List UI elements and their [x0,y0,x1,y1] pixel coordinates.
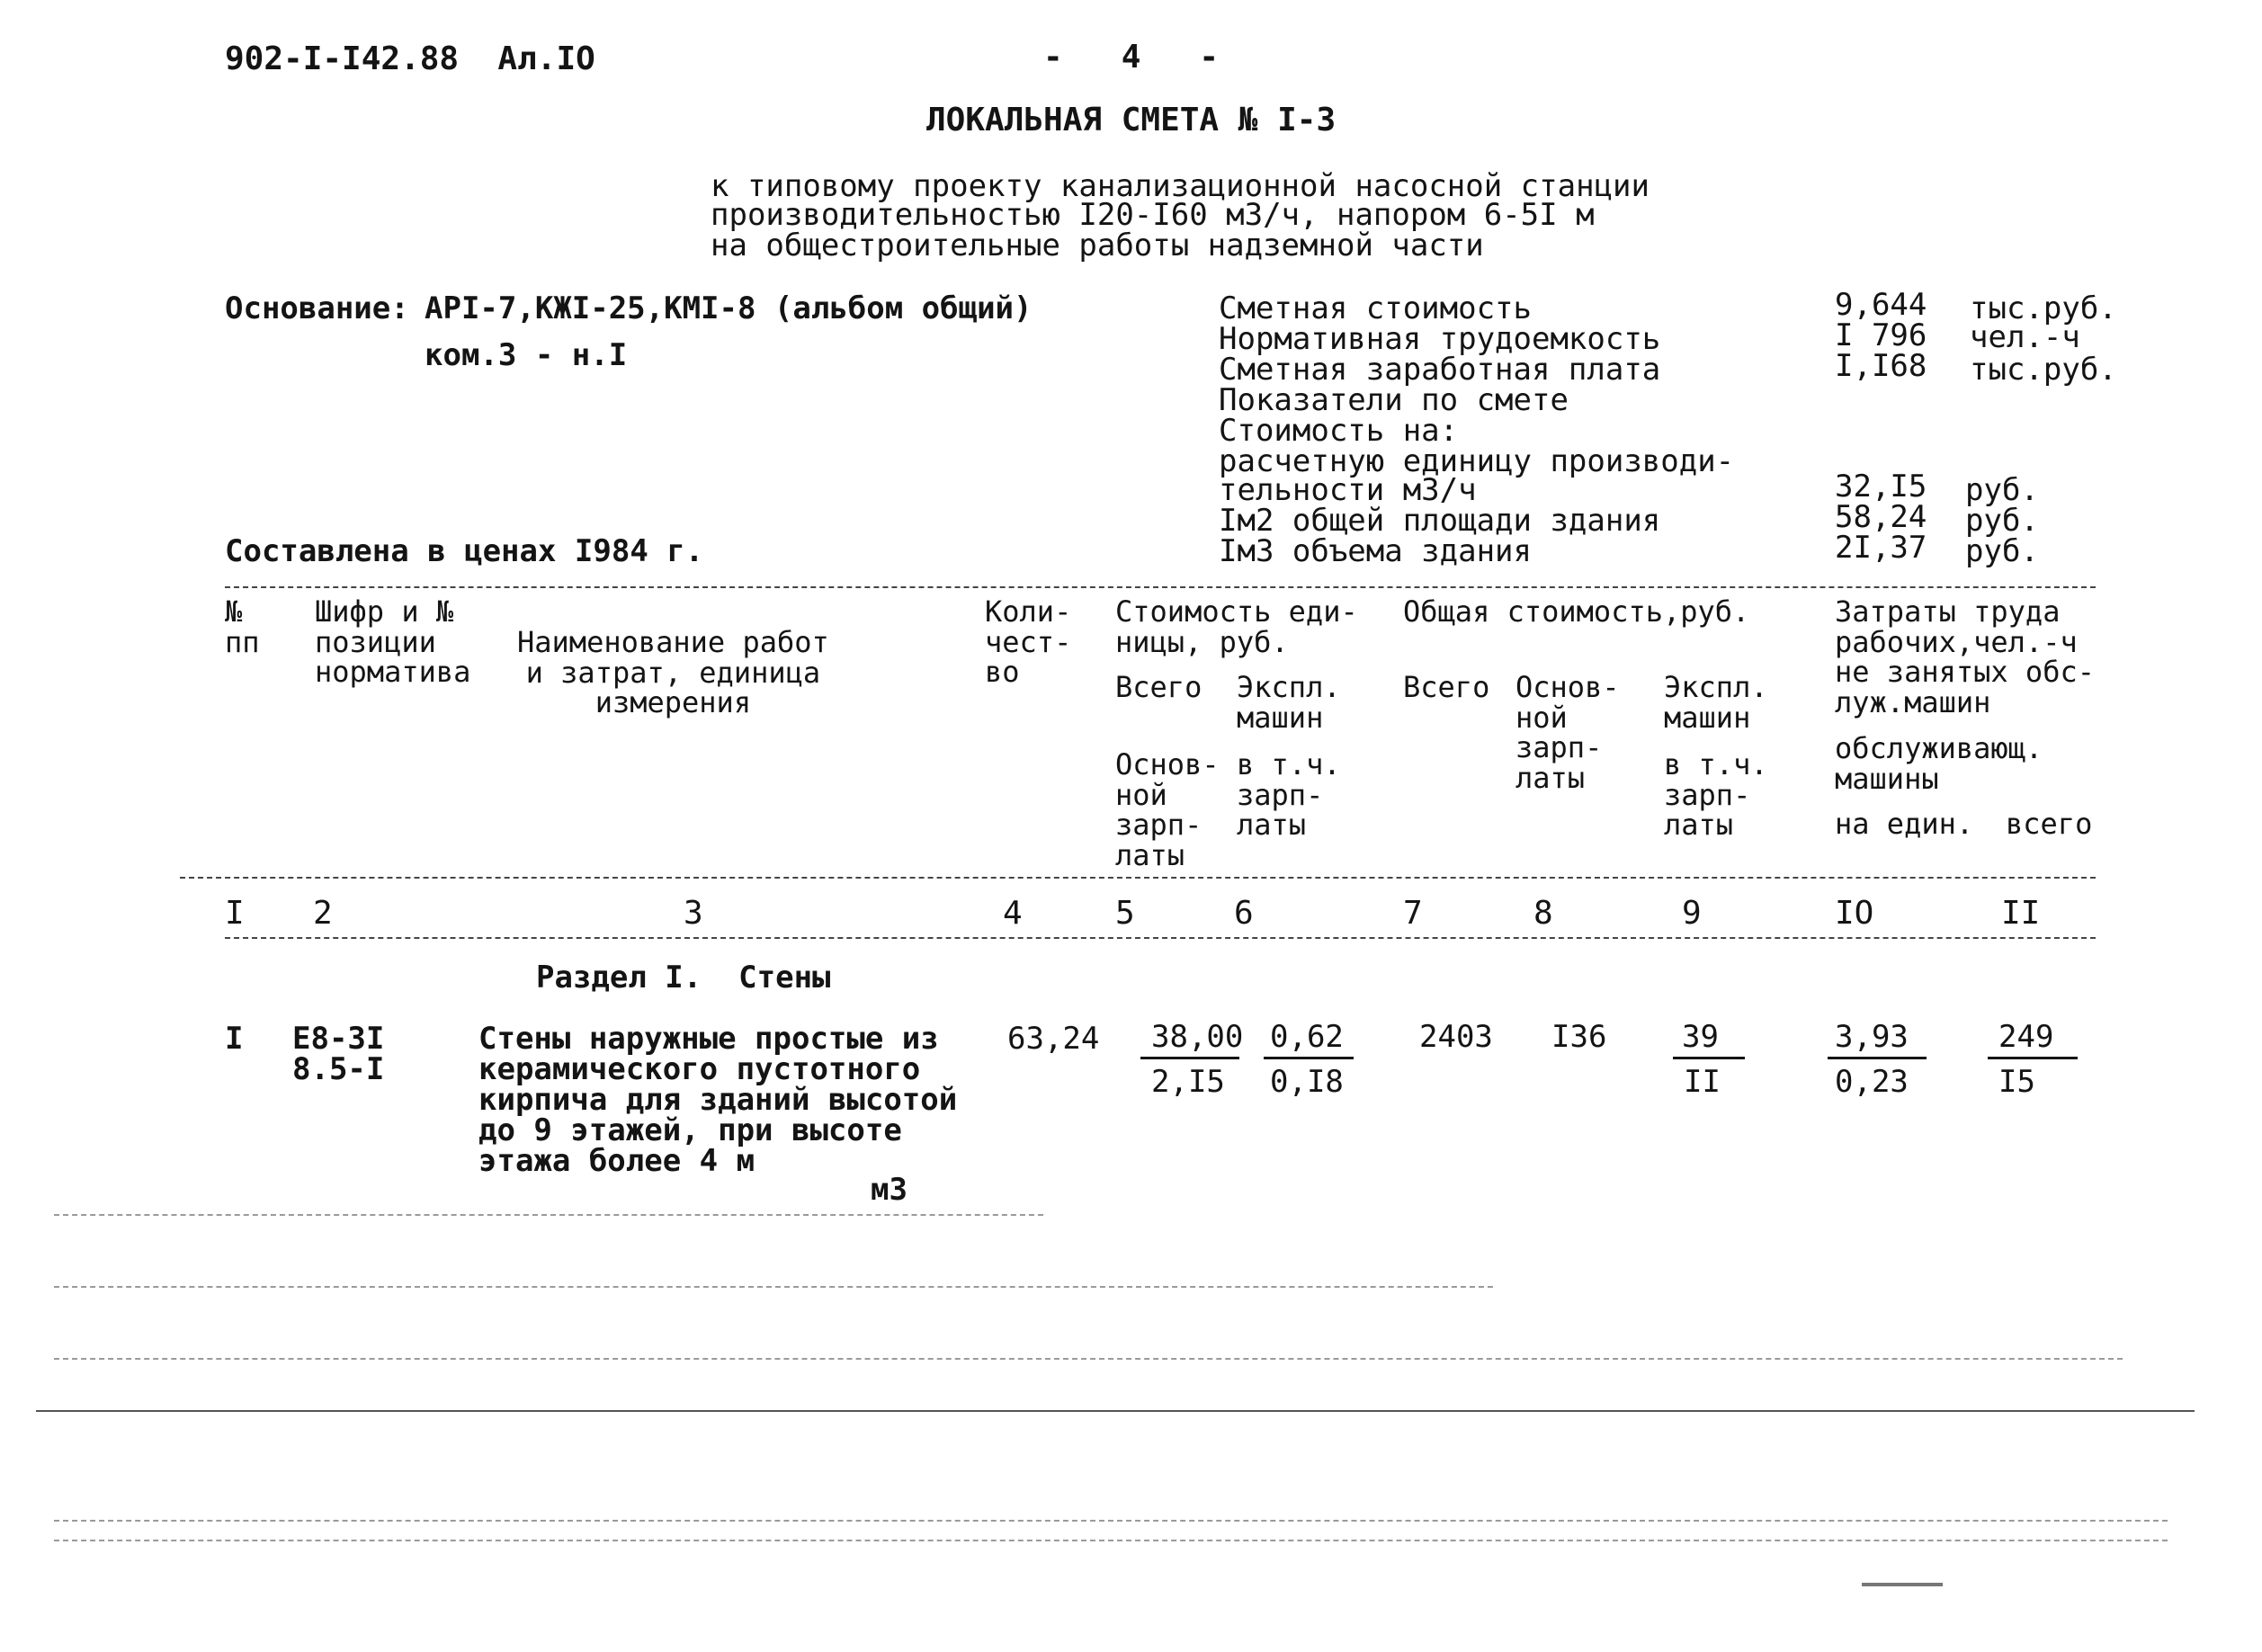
row-work-name: Стены наружные простые из керамического пустотного кирпича для зданий высотой до 9 этажей, при высоте этажа более 4 м [478,1021,958,1179]
summary-value: I,I68 [1835,348,1927,384]
header-total-basic-wage: Основ- ной зарп- латы [1515,670,1620,795]
row-code: Е8-3I [292,1021,385,1057]
row-unit: м3 [871,1172,907,1208]
header-labor: Затраты труда рабочих,чел.-ч не занятых обс- луж.машин [1835,594,2095,719]
row-unit-basic-wage: 2,I5 [1151,1064,1225,1100]
fraction-line [1988,1057,2078,1059]
column-number: 3 [684,895,703,932]
header-total-all: Всего [1403,670,1490,704]
scan-artifact-line [54,1214,1043,1216]
row-total-machine-wage: II [1684,1064,1721,1100]
row-total-machine: 39 [1682,1019,1719,1055]
header-total-cost: Общая стоимость,руб. [1403,594,1750,629]
row-code: 8.5-I [292,1051,385,1087]
summary-label: Сметная стоимость [1219,290,1532,326]
summary-label: Iм2 общей площади здания [1219,503,1661,539]
row-total-basic-wage: I36 [1551,1019,1607,1055]
scan-artifact-line [54,1358,2123,1360]
fraction-line [1828,1057,1927,1059]
header-col-name: Наименование работ и затрат, единица измерения [517,625,829,720]
row-unit-machine-wage: 0,I8 [1270,1064,1344,1100]
header-unit-basic-wage: Основ- ной зарп- латы [1115,747,1220,872]
header-col-code: Шифр и № позиции норматива [315,594,471,690]
summary-value: I 796 [1835,317,1927,353]
basis-line-2: ком.3 - н.I [425,337,628,373]
header-unit-machine: Экспл. машин [1237,670,1341,735]
summary-label: расчетную единицу производи- [1219,443,1735,479]
column-number: 6 [1234,895,1254,932]
row-labor-total: 249 [1998,1019,2054,1055]
column-number: 5 [1115,895,1135,932]
summary-label: тельности м3/ч [1219,472,1477,508]
summary-value: 58,24 [1835,499,1927,535]
column-number: 9 [1682,895,1702,932]
summary-unit: чел.-ч [1970,319,2080,355]
column-number: II [2001,895,2041,932]
subtitle-line-3: на общестроительные работы надземной части [711,228,1484,263]
summary-label: Стоимость на: [1219,413,1459,449]
row-labor-unit: 3,93 [1835,1019,1909,1055]
fraction-line [1140,1057,1239,1059]
header-bottom-rule [180,877,2096,879]
row-labor-unit-serv: 0,23 [1835,1064,1909,1100]
row-number: I [225,1021,244,1057]
subtitle-line-2: производительностью I20-I60 м3/ч, напором 6-5I м [711,197,1595,233]
column-number: 8 [1533,895,1553,932]
header-labor-service: обслуживающ. машины [1835,731,2043,796]
basis-label: Основание: [225,290,409,326]
fraction-line [1264,1057,1354,1059]
page-number: - 4 - [1043,39,1220,76]
row-quantity: 63,24 [1007,1021,1100,1057]
summary-value: 32,I5 [1835,469,1927,505]
header-total-machine: Экспл. машин [1664,670,1768,735]
basis-line-1: АРI-7,КЖI-25,КМI-8 (альбом общий) [425,290,1033,326]
page-fold-line [36,1410,2195,1412]
row-unit-total: 38,00 [1151,1019,1244,1055]
summary-unit: руб. [1965,533,2039,569]
header-unit-machine-wage: в т.ч. зарп- латы [1237,747,1341,843]
summary-unit: тыс.руб. [1970,352,2117,388]
summary-value: 2I,37 [1835,530,1927,566]
column-number: IO [1835,895,1874,932]
summary-unit: руб. [1965,472,2039,508]
document-code: 902-I-I42.88 Ал.IO [225,40,595,77]
scan-artifact-line [54,1286,1493,1288]
header-col-number: № пп [225,594,260,659]
scan-speck [1862,1583,1943,1586]
page-title: ЛОКАЛЬНАЯ СМЕТА № I-3 [926,102,1337,138]
header-labor-unit: на един. [1835,807,1974,841]
row-total-all: 2403 [1419,1019,1493,1055]
summary-label: Iм3 объема здания [1219,533,1532,569]
summary-label: Нормативная трудоемкость [1219,321,1661,357]
column-number: 2 [313,895,333,932]
header-unit-total: Всего [1115,670,1203,704]
column-number: 4 [1003,895,1023,932]
header-unit-cost: Стоимость еди- ницы, руб. [1115,594,1358,659]
column-number: 7 [1403,895,1423,932]
section-title: Раздел I. Стены [536,960,831,996]
summary-label: Сметная заработная плата [1219,352,1661,388]
summary-value: 9,644 [1835,287,1927,323]
fraction-line [1673,1057,1745,1059]
column-number: I [225,895,245,932]
column-numbers-rule [225,937,2096,939]
row-unit-machine: 0,62 [1270,1019,1344,1055]
summary-unit: руб. [1965,503,2039,539]
header-col-quantity: Коли- чест- во [985,594,1072,690]
subtitle-line-1: к типовому проекту канализационной насосной станции [711,168,1650,204]
header-labor-total: всего [2006,807,2093,841]
row-labor-total-serv: I5 [1998,1064,2035,1100]
summary-unit: тыс.руб. [1970,290,2117,326]
summary-label: Показатели по смете [1219,382,1569,418]
scan-artifact-line [54,1540,2168,1541]
header-total-machine-wage: в т.ч. зарп- латы [1664,747,1768,843]
prices-note: Составлена в ценах I984 г. [225,533,704,569]
table-top-rule [225,586,2096,588]
scan-artifact-line [54,1520,2168,1522]
